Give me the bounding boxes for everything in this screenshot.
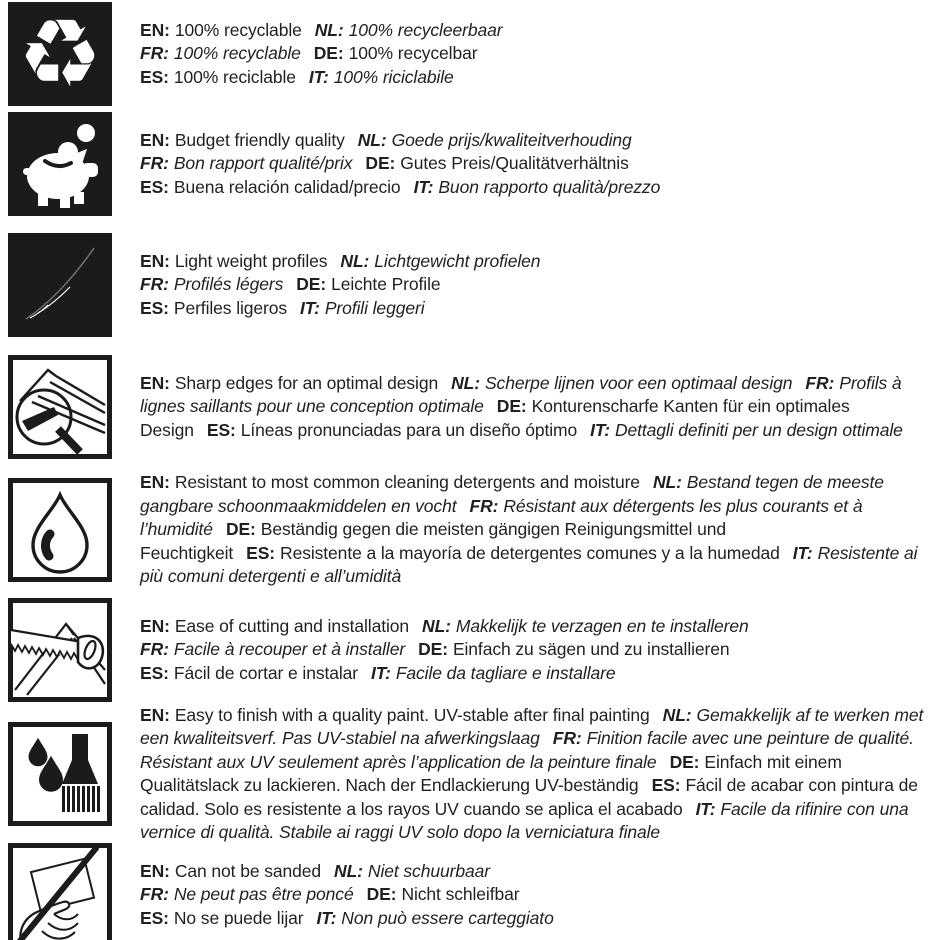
feature-description: No se puede lijar [173, 907, 304, 928]
language-label: NL: [314, 19, 344, 40]
feature-description: 100% recycleerbaar [348, 19, 503, 40]
feature-segment-en [140, 616, 409, 636]
feature-segment-es [140, 298, 287, 318]
language-label: NL: [662, 704, 692, 725]
feature-icon-box [8, 722, 112, 826]
language-label: EN: [140, 615, 170, 636]
no-sanding-icon [8, 843, 112, 940]
feature-icon-box [8, 112, 112, 216]
feature-description: 100% recycelbar [348, 43, 478, 64]
feature-icon-box [8, 478, 112, 582]
feature-description: Facile da tagliare e installare [395, 662, 616, 683]
language-label: IT: [300, 297, 320, 318]
feature-segment-nl [340, 251, 540, 271]
language-label: ES: [140, 66, 169, 87]
feature-description: Ne peut pas être poncé [173, 884, 354, 905]
feature-segment-nl [334, 861, 490, 881]
feature-icon-box [8, 233, 112, 337]
language-label: EN: [140, 860, 170, 881]
feature-segment-nl [358, 130, 632, 150]
feature-text-block [140, 860, 567, 931]
language-label: DE: [225, 519, 256, 540]
language-label: IT: [792, 542, 813, 563]
feature-segment-fr [140, 274, 283, 294]
language-label: EN: [140, 704, 170, 725]
feature-segment-fr [140, 884, 354, 904]
feature-icon-box [8, 598, 112, 702]
feature-description: Profili leggeri [324, 297, 425, 318]
feature-text-block [140, 372, 935, 443]
language-label: IT: [413, 176, 434, 197]
feature-segment-en [140, 373, 438, 393]
feature-segment-es [140, 908, 304, 928]
language-label: IT: [371, 662, 391, 683]
paint-brush-icon [8, 722, 112, 826]
language-label: NL: [652, 472, 682, 493]
language-label: FR: [469, 495, 499, 516]
language-label: ES: [140, 176, 169, 197]
language-label: EN: [140, 372, 170, 393]
language-label: ES: [246, 542, 276, 563]
language-label: FR: [140, 153, 169, 174]
piggy-bank-icon [8, 112, 112, 216]
feature-segment-en [140, 20, 302, 40]
feature-segment-de [418, 639, 729, 659]
language-label: DE: [296, 274, 327, 295]
feature-segment-es [246, 543, 780, 563]
feature-description: Buena relación calidad/precio [173, 176, 401, 197]
language-label: FR: [140, 43, 169, 64]
feature-description: Sharp edges for an optimal design [174, 372, 439, 393]
feature-segment-it [590, 420, 903, 440]
feature-row-moisture-resistant [8, 472, 935, 587]
feature-row-easy-cutting [8, 598, 935, 702]
feature-segment-en [140, 861, 321, 881]
language-label: FR: [140, 639, 169, 660]
language-label: FR: [140, 884, 169, 905]
feature-segment-it [371, 663, 615, 683]
feature-segment-de [314, 43, 478, 63]
feature-segment-es [140, 67, 296, 87]
sharp-edges-icon [8, 355, 112, 459]
feature-description: 100% recyclable [173, 43, 301, 64]
feature-row-sharp-edges [8, 355, 935, 459]
feature-segment-es [207, 420, 577, 440]
feature-description: Bon rapport qualité/prix [173, 153, 353, 174]
feature-segment-nl [315, 20, 503, 40]
feature-segment-it [414, 177, 661, 197]
language-label: IT: [695, 798, 716, 819]
feature-segment-es [140, 663, 358, 683]
language-label: IT: [308, 66, 329, 87]
language-label: FR: [805, 372, 835, 393]
feature-segment-en [140, 705, 650, 725]
feature-description: Beständig gegen die meisten gängigen Reinigungsmittel und Feuchtigkeit [140, 519, 726, 563]
feature-description: Profilés légers [173, 274, 284, 295]
feature-description: 100% reciclable [173, 66, 296, 87]
language-label: NL: [334, 860, 363, 881]
feature-description: Facile da rifinire con una vernice di qualità. Stabile ai raggi UV solo dopo la verniciatura finale [140, 798, 909, 842]
language-label: NL: [422, 615, 451, 636]
feature-description: 100% recyclable [174, 19, 302, 40]
feature-icon-box [8, 355, 112, 459]
feature-segment-nl [422, 616, 749, 636]
language-label: FR: [140, 274, 169, 295]
feature-description: Scherpe lijnen voor een optimaal design [484, 372, 793, 393]
feature-description: Budget friendly quality [174, 129, 345, 150]
feature-segment-de [365, 153, 628, 173]
language-label: IT: [590, 419, 610, 440]
feature-segment-en [140, 472, 640, 492]
feature-text-block [140, 615, 762, 686]
feature-description: Resistente a la mayoría de detergentes comunes y a la humedad [280, 542, 780, 563]
language-label: DE: [365, 153, 396, 174]
feature-segment-de [296, 274, 440, 294]
feature-description: Lichtgewicht profielen [374, 250, 541, 271]
language-label: DE: [496, 396, 527, 417]
language-label: NL: [451, 372, 480, 393]
language-label: ES: [206, 419, 236, 440]
feature-segment-fr [140, 43, 301, 63]
language-label: EN: [140, 19, 170, 40]
language-label: ES: [140, 297, 169, 318]
feature-description: Perfiles ligeros [173, 297, 288, 318]
feature-segment-it [300, 298, 424, 318]
language-label: ES: [651, 775, 681, 795]
feature-segment-en [140, 130, 345, 150]
feature-segment-en [140, 251, 327, 271]
feature-description: Buon rapporto qualità/prezzo [438, 176, 661, 197]
feature-description: Profils à lignes saillants pour une conception optimale [140, 372, 902, 417]
feature-text-block [140, 19, 515, 90]
feature-description: Einfach zu sägen und zu installieren [452, 639, 730, 660]
feature-description: Light weight profiles [174, 250, 328, 271]
feature-row-no-sanding [8, 843, 935, 940]
feature-description: Fácil de cortar e instalar [173, 662, 359, 683]
feature-segment-fr [140, 639, 405, 659]
feature-row-recyclable [8, 2, 935, 106]
feature-description: Resistant to most common cleaning detergents and moisture [174, 472, 640, 493]
feature-text-block [140, 129, 673, 200]
language-label: FR: [552, 728, 582, 748]
language-label: EN: [140, 250, 170, 271]
feature-text-block [140, 704, 935, 845]
feature-description: Finition facile avec une peinture de qualité. Résistant aux UV seulement après l’application de la peinture finale [140, 728, 914, 772]
language-label: NL: [340, 250, 370, 271]
feature-description: Easy to finish with a quality paint. UV-stable after final painting [174, 704, 650, 725]
feature-segment-nl [451, 373, 792, 393]
language-label: DE: [669, 751, 700, 772]
svg-text:♻: ♻ [17, 2, 103, 106]
feature-description: Can not be sanded [174, 860, 322, 881]
feature-description: Resistente ai più comuni detergenti e all’umidità [140, 542, 918, 587]
feature-description: Gutes Preis/Qualitätverhältnis [400, 153, 629, 174]
feature-row-paintable [8, 704, 935, 842]
feature-icon-box [8, 843, 112, 940]
language-label: ES: [140, 662, 169, 683]
feature-description: Leichte Profile [331, 274, 441, 295]
feature-description: Bestand tegen de meeste gangbare schoonmaakmiddelen en vocht [140, 472, 884, 516]
feature-description: Dettagli definiti per un design ottimale [614, 419, 903, 440]
water-drop-icon [8, 478, 112, 582]
language-label: EN: [140, 472, 170, 493]
feature-text-block [140, 250, 553, 321]
feature-description: Líneas pronunciadas para un diseño óptimo [240, 419, 578, 440]
feature-row-budget-friendly [8, 112, 935, 216]
language-label: NL: [357, 129, 387, 150]
recycle-icon [8, 2, 112, 106]
feature-segment-es [140, 177, 401, 197]
feature-description: 100% riciclabile [333, 66, 454, 87]
feature-segment-it [309, 67, 454, 87]
feature-description: Nicht schleifbar [401, 884, 520, 905]
language-label: EN: [140, 129, 170, 150]
language-label: IT: [316, 907, 337, 928]
feature-segment-de [367, 884, 520, 904]
feature-description: Fácil de acabar con pintura de calidad. Solo es resistente a los rayos UV cuando se aplica el acabado [140, 775, 918, 819]
feature-text-block [140, 471, 935, 589]
feature-icon-box [8, 2, 112, 106]
feature-description: Résistant aux détergents les plus courants et à l’humidité [140, 495, 863, 540]
feature-description: Non può essere carteggiato [341, 907, 554, 928]
feature-description: Facile à recouper et à installer [173, 639, 406, 660]
feature-description: Goede prijs/kwaliteitverhouding [391, 129, 632, 150]
feature-description: Ease of cutting and installation [174, 615, 410, 636]
language-label: DE: [418, 639, 448, 660]
feature-segment-it [317, 908, 554, 928]
feature-description: Einfach mit einem Qualitätslack zu lackieren. Nach der Endlackierung UV-beständig [140, 751, 842, 795]
language-label: DE: [313, 43, 344, 64]
saw-icon [8, 598, 112, 702]
feature-description: Gemakkelijk af te werken met een kwaliteitsverf. Pas UV-stabiel na afwerkingslaag [140, 704, 924, 748]
leaf-icon [8, 233, 112, 337]
feature-segment-fr [140, 153, 352, 173]
language-label: DE: [366, 884, 397, 905]
feature-row-light-weight [8, 233, 935, 337]
feature-description: Konturenscharfe Kanten für ein optimales Design [140, 396, 850, 440]
feature-description: Makkelijk te verzagen en te installeren [455, 615, 749, 636]
feature-description: Niet schuurbaar [367, 860, 490, 881]
language-label: ES: [140, 907, 169, 928]
